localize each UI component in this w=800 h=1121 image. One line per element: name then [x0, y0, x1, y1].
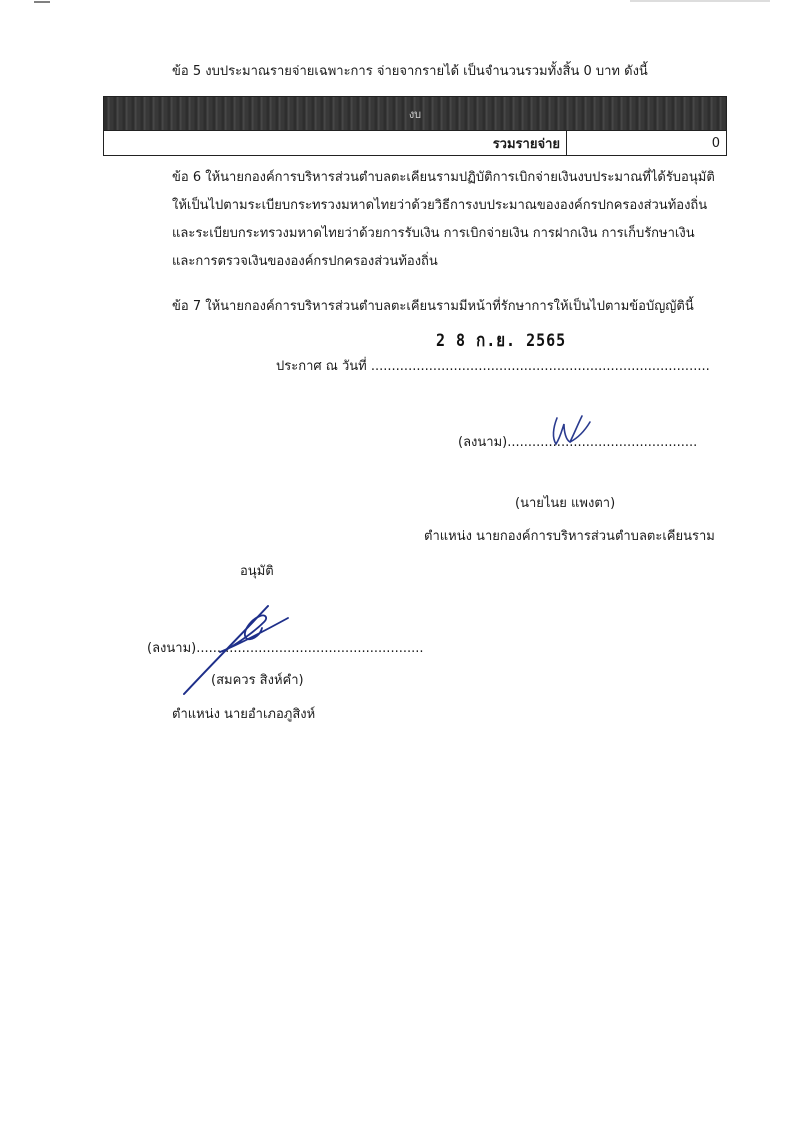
clause-7: ข้อ 7 ให้นายกองค์การบริหารส่วนตำบลตะเคียนรามมีหน้าที่รักษาการให้เป็นไปตามข้อบัญญัตินี้ [172, 299, 694, 314]
clause-6-line: และการตรวจเงินขององค์กรปกครองส่วนท้องถิ่น [172, 254, 438, 269]
budget-table-header: งบ [104, 97, 727, 131]
clause-5: ข้อ 5 งบประมาณรายจ่ายเฉพาะการ จ่ายจากรายได้ เป็นจำนวนรวมทั้งสิ้น 0 บาท ดังนี้ [172, 64, 648, 79]
approver-sign-label: (ลงนาม) [147, 641, 197, 656]
clause-6 [172, 164, 732, 276]
announce-date-dots: .................................................................................. [370, 359, 710, 374]
announce-label: ประกาศ ณ วันที่ [276, 359, 367, 374]
scan-top-edge-marks [10, 0, 800, 6]
stamped-date: 2 8 ก.ย. 2565 [436, 329, 567, 351]
signer1-sign-label: (ลงนาม) [458, 435, 508, 450]
announce-line [276, 357, 710, 377]
signer1-position: ตำแหน่ง นายกองค์การบริหารส่วนตำบลตะเคียนราม [424, 529, 715, 544]
approver-position: ตำแหน่ง นายอำเภอภูสิงห์ [172, 707, 316, 722]
signer1-name: (นายไนย แพงตา) [515, 496, 616, 511]
approver-name: (สมควร สิงห์คำ) [211, 673, 304, 688]
budget-table [103, 96, 727, 156]
total-expense-value: 0 [567, 131, 727, 156]
approver-sign-dots: ....................................................... [196, 641, 424, 656]
signer1-signature [548, 412, 598, 452]
total-expense-label: รวมรายจ่าย [104, 131, 567, 156]
clause-6-line: ข้อ 6 ให้นายกองค์การบริหารส่วนตำบลตะเคียนรามปฏิบัติการเบิกจ่ายเงินงบประมาณที่ได้รับอนุมัติ [172, 170, 715, 185]
clause-6-line: และระเบียบกระทรวงมหาดไทยว่าด้วยการรับเงิน การเบิกจ่ายเงิน การฝากเงิน การเก็บรักษาเงิน [172, 226, 695, 241]
approve-label: อนุมัติ [240, 564, 274, 579]
clause-6-line: ให้เป็นไปตามระเบียบกระทรวงมหาดไทยว่าด้วยวิธีการงบประมาณขององค์กรปกครองส่วนท้องถิ่น [172, 198, 708, 213]
table-row [104, 131, 727, 156]
signer1-sign-dots: .............................................. [507, 435, 698, 450]
